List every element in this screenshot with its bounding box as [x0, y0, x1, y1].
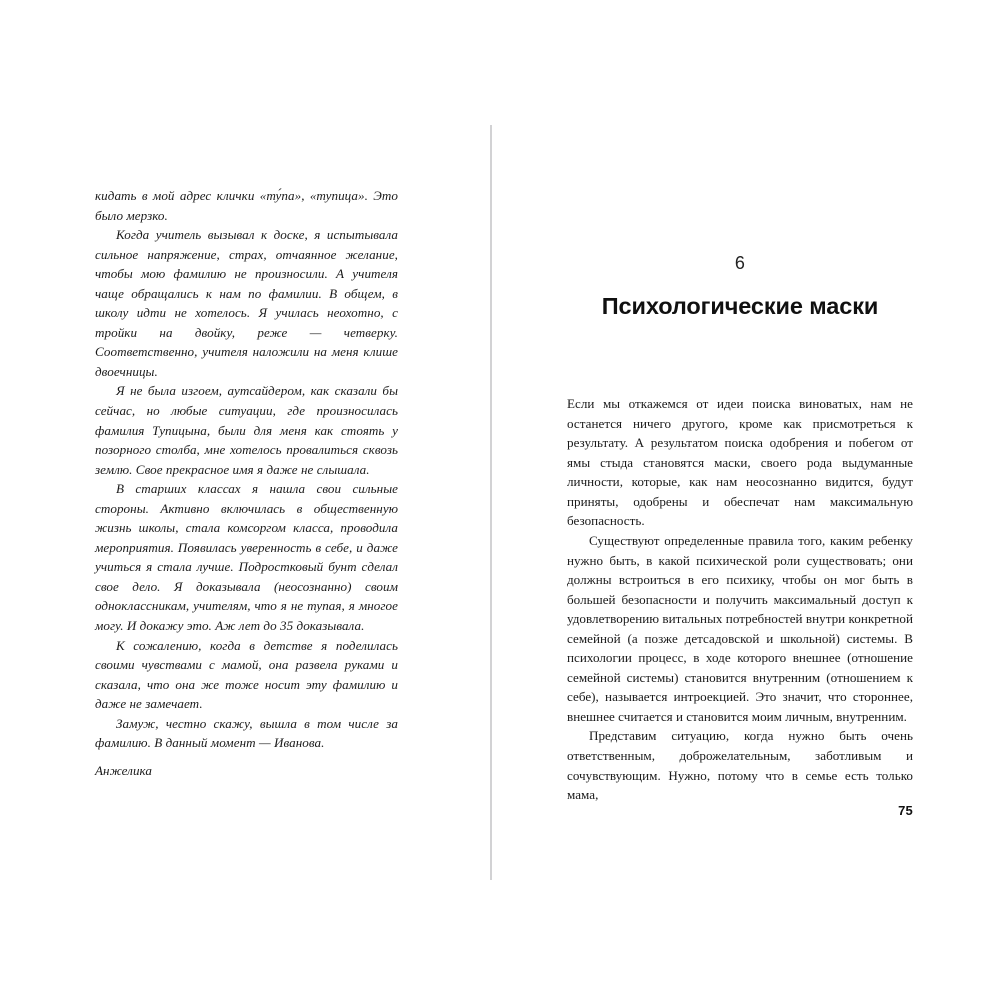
paragraph: Замуж, честно скажу, вышла в том числе за фамилию. В данный момент — Иванова. — [95, 715, 398, 751]
page-number: 75 — [898, 803, 913, 818]
chapter-title: Психологические маски — [601, 293, 879, 319]
paragraph: Я не была изгоем, аутсайдером, как сказали бы сейчас, но любые ситуации, где произносилась фамилия Тупицына, были для меня как стоять у позорного столба, мне хотелось провалиться сквозь землю. Свое прекрасное имя я даже не слышала. — [95, 383, 398, 477]
paragraph: Когда учитель вызывал к доске, я испытывала сильное напряжение, страх, отчаянное желание, чтобы мою фамилию не произносили. А учителя чаще обращались к нам по фамилии. В общем, в школу идти не хотелось. Я училась неохотно, с тройки на двойку, реже — четверку. Соответственно, учителя наложили на меня клише двоечницы. — [95, 227, 398, 379]
chapter-number: 6 — [734, 253, 746, 273]
paragraph: Существуют определенные правила того, каким ребенку нужно быть, в какой психической роли существовать; они должны встроиться в его психику, чтобы он мог быть в большей безопасности и получить максимальный доступ к удовлетворению витальных потребностей внутри конкретной семейной (а позже детсадовской и школьной) системы. В психологии процесс, в ходе которого внешнее (отношение семейной системы) становится внутренним (отношением к себе), называется интроекцией. Это значит, что стороннее, внешнее считается и становится моим личным, внутренним. — [567, 533, 913, 724]
paragraph: К сожалению, когда в детстве я поделилась своими чувствами с мамой, она развела руками и сказала, что она же тоже носит эту фамилию и даже не замечает. — [95, 637, 398, 712]
right-page-text-block — [567, 186, 913, 846]
chapter-heading — [567, 186, 913, 320]
paragraph: Представим ситуацию, когда нужно быть очень ответственным, доброжелательным, заботливым и сочувствующим. Нужно, потому что в семье есть только мама, — [567, 728, 913, 803]
paragraph: кидать в мой адрес клички «ту́па», «тупица». Это было мерзко. — [95, 188, 398, 223]
paragraph: Если мы откажемся от идеи поиска виноватых, нам не останется ничего другого, кроме как присмотреться к результату. А результатом поиска одобрения и побегом от ямы стыда становятся маски, своего рода выдуманные личности, которые, как нам неосознанно видится, будут приняты, одобрены и обеспечат нам максимальную безопасность. — [567, 396, 913, 529]
paragraph: В старших классах я нашла свои сильные стороны. Активно включилась в общественную жизнь школы, стала комсоргом класса, проводила мероприятия. Появилась уверенность в себе, и даже учиться я стала лучше. Подростковый бунт сделал свое дело. Я доказывала (неосознанно) своим одноклассникам, учителям, что я не тупая, я многое могу. И докажу это. Аж лет до 35 доказывала. — [95, 481, 398, 634]
chapter-body — [567, 320, 913, 804]
letter-signature: Анжелика — [95, 762, 152, 778]
gutter-divider — [490, 125, 492, 880]
left-page-text-block — [95, 186, 398, 780]
